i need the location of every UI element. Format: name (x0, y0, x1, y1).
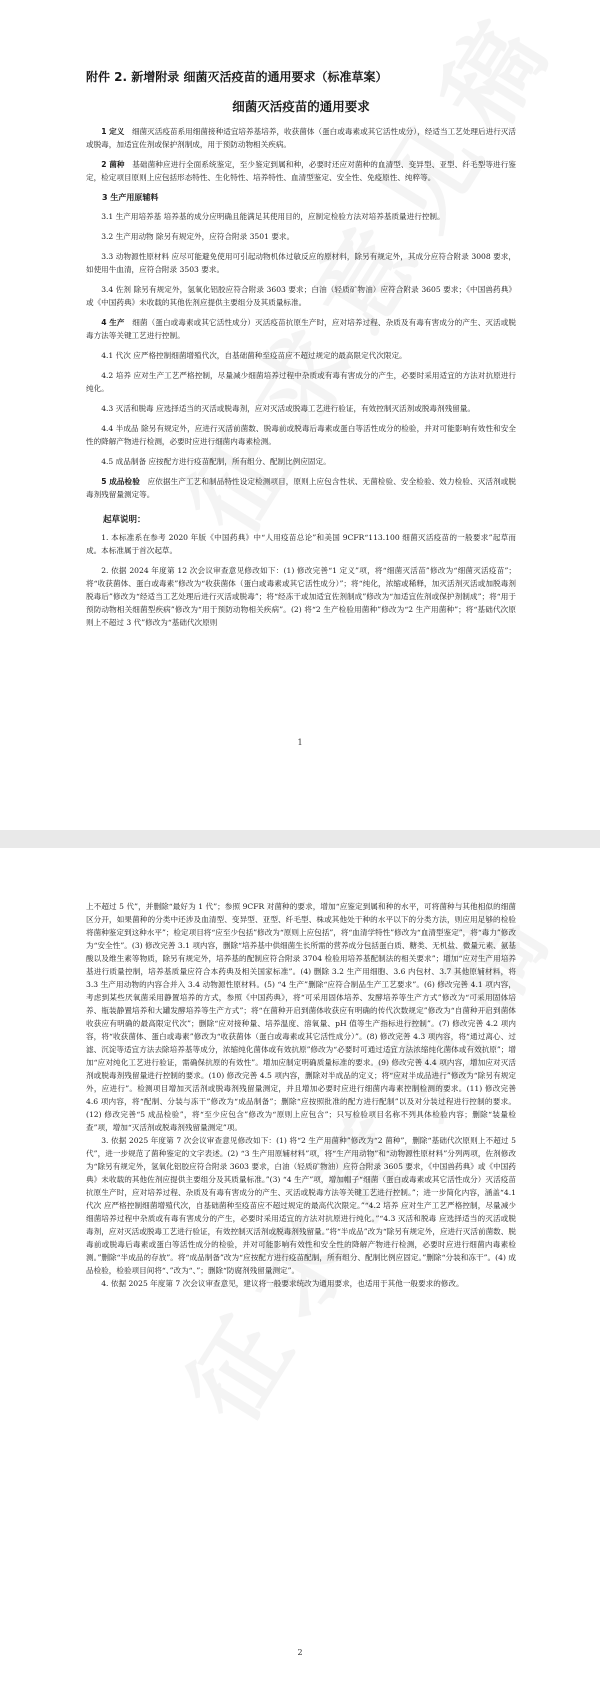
list-item: 4.4 半成品 除另有规定外，应进行灭活前菌数、脱毒前或脱毒后毒素或蛋白等活性成分的检验，并对可能影响有效性和安全性的降解产物进行检测，必要时应进行细菌内毒素检测。 (86, 424, 516, 446)
section-lead: 5 成品检验 (101, 477, 140, 486)
section-production (86, 316, 516, 342)
document-page-2 (0, 848, 600, 1695)
note-paragraph: 4. 依据 2025 年度第 7 次会议审查意见，建议将一般要求统改为通用要求，也适用于其他一般要求的修改。 (101, 1279, 464, 1288)
section-definition (86, 125, 516, 151)
list-item: 4.3 灭活和脱毒 应选择适当的灭活或脱毒剂，应对灭活或脱毒工艺进行验证，有效控制灭活剂或脱毒剂残留量。 (101, 404, 475, 413)
section-product-test (86, 475, 516, 501)
section-lead: 4 生产 (101, 318, 125, 327)
section-text: 细菌灭活疫苗系用细菌接种适宜培养基培养，收获菌体（蛋白或毒素或其它活性成分），经适当工艺处理后进行灭活或脱毒，加适宜佐剂或保护剂制成，用于预防动物相关疾病。 (86, 127, 516, 149)
list-item: 3.1 生产用培养基 培养基的成分应明确且能满足其使用目的，应制定检验方法对培养基质量进行控制。 (101, 212, 445, 221)
list-item: 3.4 佐剂 除另有规定外，氢氧化铝胶应符合附录 3603 要求；白油（轻质矿物油）应符合附录 3605 要求；《中国兽药典》或《中国药典》未收载的其他佐剂应提供主要组分及其质量标准。 (86, 285, 516, 307)
section-text: 应依据生产工艺和制品特性设定检测项目，原则上应包含性状、无菌检验、安全检验、效力检验、灭活剂或脱毒剂残留量测定等。 (86, 477, 516, 499)
list-item: 3.2 生产用动物 除另有规定外，应符合附录 3501 要求。 (101, 232, 295, 241)
page-content (86, 900, 516, 1290)
page-number: 1 (297, 738, 303, 747)
section-text: 细菌（蛋白或毒素或其它活性成分）灭活疫苗抗原生产时，应对培养过程、杂质及有毒有害成分的产生、灭活或脱毒方法等关键工艺进行控制。 (86, 318, 517, 340)
document-page-1 (0, 0, 600, 830)
document-title: 细菌灭活疫苗的通用要求 (232, 99, 370, 114)
note-paragraph: 上不超过 5 代”，并删除“最好为 1 代”；参照 9CFR 对菌种的要求，增加“应鉴定到属和种的水平，可将菌种与其他相似的细菌区分开，如果菌种的分类中还涉及血清型、变异型、亚型、纤毛型、株或其他处于种的水平以下的分类方法，则应用足够的检验将菌种鉴定到这种水平”；检定项目将“应至少包括”修改为“原则上应包括”，将“血清学特性”修改为“血清型鉴定”，将“毒力”修改为“安全性”。(3) 修改完善 3.1 项内容，删除“培养基中供细菌生长所需的营养成分包括蛋白质、糖类、无机盐、微量元素、氨基酸以及维生素等物质，除另有规定外，培养基的配制应符合附录 3704 检验用培养基配制法的相关要求”；增加“应对生产用培养基进行质量控制，培养基质量应符合本药典及相关国家标准”。(4) 删除 3.2 生产用细胞、3.6 内包材、3.7 其他原辅材料，将 3.3 生产用动物的内容合并入 3.4 动物源性原材料。(5) “4 生产”删除“应符合制品生产工艺要求”。(6) 修改完善 4.1 项内容，考虑到某些厌氧菌采用静置培养的方式，参照《中国药典》，将“可采用固体培养、发酵培养等生产方式”修改为“可采用固体培养、瓶装静置培养和大罐发酵培养等生产方式”；将“在菌种开启到菌体收获应有明确的传代次数规定”修改为“自菌种开启到菌体收获应有明确的最高限定代次”；删除“应对接种量、培养温度、溶氧量、pH 值等生产指标进行控制”。(7) 修改完善 4.2 项内容，将“收获菌体、蛋白或毒素”修改为“收获菌体（蛋白或毒素或其它活性成分）”。(8) 修改完善 4.3 项内容，将“通过离心、过滤、沉淀等适宜方法去除培养基等成分，浓缩纯化菌体或有效抗原”修改为“必要时可通过适宜方法浓缩纯化菌体或有效抗原”；增加“应对纯化工艺进行验证，需确保抗原的有效性”。增加应制定明确质量标准的要求。(9) 修改完善 4.4 项内容，增加应对灭活剂或脱毒剂残留量进行控制的要求。(10) 修改完善 4.5 项内容，删除对半成品的定义；将“应对半成品进行”修改为“除另有规定外，应进行”。检测项目增加灭活剂或脱毒剂残留量测定，并且增加必要时应进行细菌内毒素控制检测的要求。(11) 修改完善 4.6 项内容，将“配制、分装与冻干”修改为“成品制备”；删除“应按照批准的配方进行配制”以及对分装过程进行控制的要求。(12) 修改完善“5 成品检验”，将“至少应包含”修改为“原则上应包含”；只写检验项目名称不列具体检验内容；删除“装量检查”项，增加“灭活剂或脱毒剂残留量测定”项。 (86, 902, 516, 1132)
section-lead: 1 定义 (101, 127, 125, 136)
list-item: 4.2 培养 应对生产工艺严格控制，尽量减少细菌培养过程中杂质或有毒有害成分的产生，必要时采用适宜的方法对抗原进行纯化。 (86, 371, 516, 393)
note-paragraph: 1. 本标准系在参考 2020 年版《中国药典》中“人用疫苗总论”和美国 9CFR“113.100 细菌灭活疫苗的一般要求”起草而成。本标准属于首次起草。 (86, 533, 516, 555)
section-heading: 3 生产用原辅料 (102, 193, 159, 202)
page-number: 2 (297, 1648, 303, 1657)
list-item: 4.1 代次 应严格控制细菌增殖代次，自基础菌种至疫苗应不超过规定的最高限定代次限定。 (101, 351, 407, 360)
page-content (86, 68, 516, 636)
section-lead: 2 菌种 (101, 160, 125, 169)
note-paragraph: 3. 依据 2025 年度第 7 次会议审查意见修改如下：(1) 将“2 生产用菌种”修改为“2 菌种”，删除“基础代次原则上不超过 5 代”，进一步规范了菌种鉴定的文字表述。(2) “3 生产用原辅材料”项，将“生产用动物”和“动物源性原材料”分列两项，佐剂修改为“除另有规定外，氢氧化铝胶应符合附录 3603 要求，白油（轻质矿物油）应符合附录 3605 要求，《中国兽药典》或《中国药典》未收载的其他佐剂应提供主要组分及其质量标准。”(3) “4 生产”项，增加帽子“细菌（蛋白或毒素或其它活性成分）灭活疫苗抗原生产时，应对培养过程、杂质及有毒有害成分的产生、灭活或脱毒方法等关键工艺进行控制。”；进一步简化内容，涵盖“4.1 代次 应严格控制细菌增殖代次，自基础菌种至疫苗应不超过规定的最高代次限定。”“4.2 培养 应对生产工艺严格控制，尽量减少细菌培养过程中杂质或有毒有害成分的产生，必要时采用适宜的方法对抗原进行纯化。”“4.3 灭活和脱毒 应选择适当的灭活或脱毒剂，应对灭活或脱毒工艺进行验证，有效控制灭活剂或脱毒剂残留量。”将“半成品”改为“除另有规定外，应进行灭活前菌数、脱毒前或脱毒后毒素或蛋白等活性成分的检验，并对可能影响有效性和安全性的降解产物进行检测，必要时应进行细菌内毒素检测。”删除“半成品的存放”。将“成品制备”改为“应按配方进行疫苗配制，所有组分、配制比例应固定。”删除“分装和冻干”。(4) 成品检验，检验项目间将“、”改为“、”；删除“防腐剂残留量测定”。 (86, 1136, 516, 1275)
list-item: 3.3 动物源性原材料 应尽可能避免使用可引起动物机体过敏反应的原材料，除另有规定外，其成分应符合附录 3008 要求，如使用牛血清，应符合附录 3503 要求。 (86, 252, 516, 274)
annex-title: 附件 2. 新增附录 细菌灭活疫苗的通用要求（标准草案） (86, 70, 388, 84)
list-item: 4.5 成品制备 应按配方进行疫苗配制，所有组分、配制比例应固定。 (101, 457, 331, 466)
notes-title: 起草说明： (103, 515, 146, 525)
section-text: 基础菌种应进行全面系统鉴定，至少鉴定到属和种，必要时还应对菌种的血清型、变异型、亚型、纤毛型等进行鉴定，检定项目原则上应包括形态特性、生化特性、培养特性、血清型鉴定、安全性、免疫原性、纯粹等。 (86, 160, 517, 182)
note-paragraph: 2. 依据 2024 年度第 12 次会议审查意见修改如下：(1) 修改完善“1 定义”项，将“细菌灭活苗”修改为“细菌灭活疫苗”；将“收获菌体、蛋白或毒素”修改为“收获菌体（蛋白或毒素或其它活性成分）”；将“纯化，浓缩或稀释，加灭活剂灭活或加脱毒剂脱毒后”修改为“经适当工艺处理后进行灭活或脱毒”；将“经冻干或加适宜佐剂制成”修改为“加适宜佐剂或保护剂制成”；将“用于预防动物相关细菌型疾病”修改为“用于预防动物相关疾病”。(2) 将“2 生产检验用菌种”修改为“2 生产用菌种”；将“基础代次原则上不超过 3 代”修改为“基础代次原则 (86, 566, 516, 627)
section-strain (86, 158, 516, 184)
